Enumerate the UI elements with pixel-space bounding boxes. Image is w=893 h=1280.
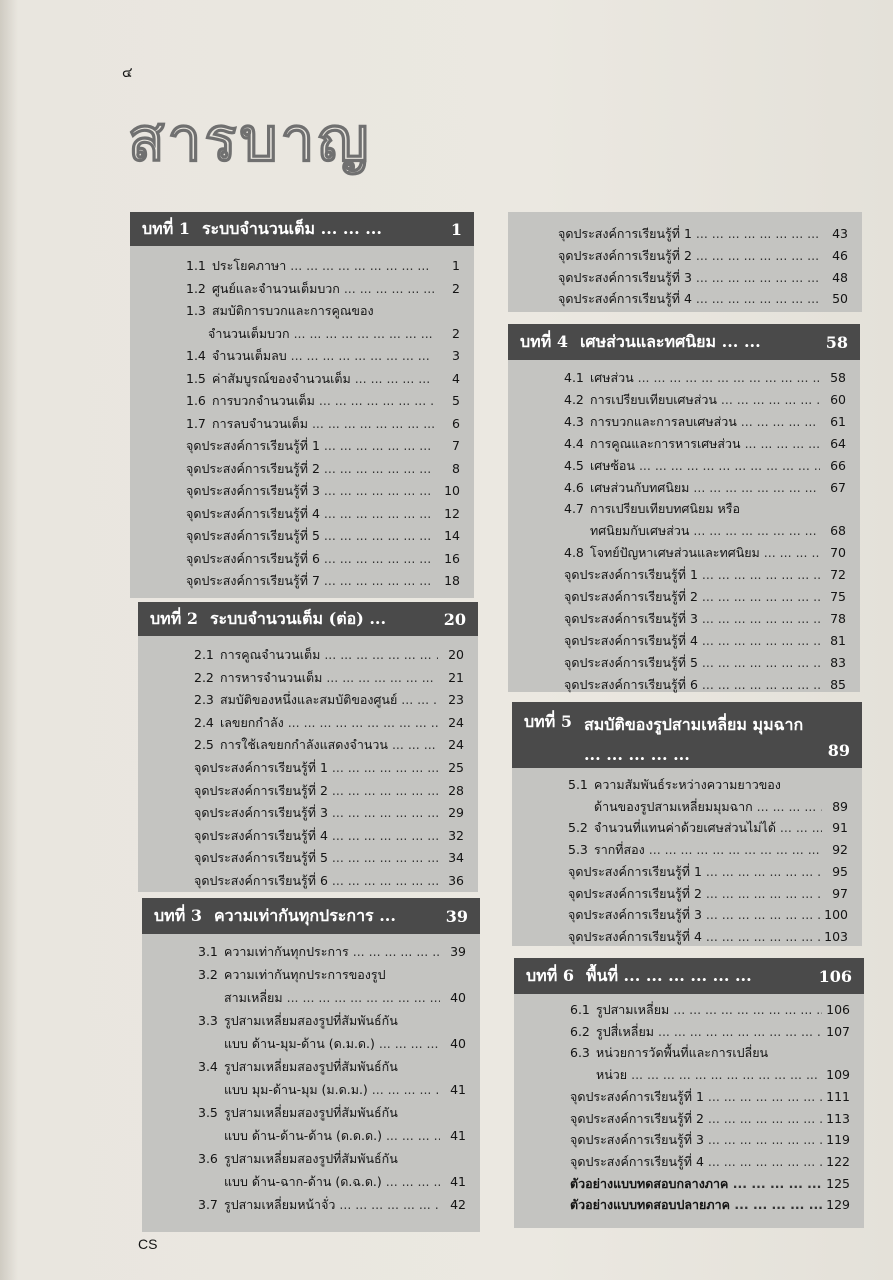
entry-page: 92 — [832, 842, 848, 858]
entry-number: 4.4 — [564, 435, 584, 451]
entry-page: 21 — [448, 669, 464, 685]
toc-entry — [186, 436, 460, 456]
entry-title: แบบ มุม-ด้าน-มุม (ม.ด.ม.) ... . — [224, 1080, 440, 1100]
toc-entry — [198, 1103, 466, 1123]
entry-page: 81 — [830, 632, 846, 648]
entry-title: จุดประสงค์การเรียนรู้ที่ 4 ... . — [194, 826, 438, 846]
entry-number: 3.6 — [198, 1151, 218, 1166]
toc-entry — [186, 459, 460, 479]
entry-title: จำนวนที่แทนค่าด้วยเศษส่วนไม่ได้ ... . — [594, 818, 822, 838]
entry-title: ศูนย์และจำนวนเต็มบวก ... . — [212, 279, 434, 299]
entry-title: เลขยกกำลัง ... . — [220, 713, 438, 733]
entry-title: หน่วยการวัดพื้นที่และการเปลี่ยน — [596, 1045, 769, 1061]
entry-title: จุดประสงค์การเรียนรู้ที่ 2 ... . — [570, 1109, 822, 1129]
entry-page: 85 — [830, 676, 846, 692]
entry-title: จุดประสงค์การเรียนรู้ที่ 3 ... . — [570, 1130, 822, 1150]
entry-number: 4.7 — [564, 501, 584, 517]
entry-page: 2 — [452, 280, 460, 296]
entry-page: 111 — [826, 1088, 850, 1104]
entry-page: 106 — [826, 1002, 850, 1017]
entry-number: 4.5 — [564, 457, 584, 473]
entry-page: 24 — [448, 737, 464, 753]
chapter-page: 106 — [818, 966, 852, 986]
entry-title: ด้านของรูปสามเหลี่ยมมุมฉาก ... . — [594, 797, 822, 817]
entry-title: เศษซ้อน ... . — [590, 456, 820, 476]
entry-page: 10 — [444, 483, 460, 498]
toc-entry — [186, 414, 460, 434]
entry-title: รูปสามเหลี่ยม ... . — [596, 1000, 822, 1020]
entry-title: จุดประสงค์การเรียนรู้ที่ 1 ... . — [564, 565, 820, 585]
toc-entry — [194, 735, 464, 755]
toc-entry — [594, 797, 848, 817]
entry-title: จุดประสงค์การเรียนรู้ที่ 4 ... . — [568, 927, 820, 947]
toc-entry — [186, 301, 460, 321]
entry-title: การเปรียบเทียบทศนิยม หรือ — [590, 501, 740, 517]
entry-title: จุดประสงค์การเรียนรู้ที่ 5 ... . — [186, 526, 434, 546]
entry-title: จุดประสงค์การเรียนรู้ที่ 1 ... . — [568, 862, 822, 882]
entry-page: 7 — [452, 438, 460, 453]
entry-title: จำนวนเต็มบวก ... . — [208, 324, 434, 344]
chapter-title: สมบัติของรูปสามเหลี่ยม มุมฉาก ... ... ... ... ... — [583, 715, 804, 764]
entry-number: 2.2 — [194, 669, 214, 685]
entry-number: 1.6 — [186, 393, 206, 408]
entry-number: 6.1 — [570, 1002, 590, 1017]
entry-number: 5.1 — [568, 777, 588, 792]
toc-entry — [186, 391, 460, 411]
entry-number: 4.1 — [564, 370, 584, 385]
toc-entry — [570, 1087, 850, 1107]
entry-title: จุดประสงค์การเรียนรู้ที่ 2 ... . — [186, 459, 434, 479]
toc-entry — [564, 412, 846, 432]
toc-entry — [186, 346, 460, 366]
entry-page: 95 — [832, 863, 848, 879]
chapter-number: บทที่ 3 — [154, 905, 202, 925]
entry-title: จุดประสงค์การเรียนรู้ที่ 3 ... . — [568, 905, 820, 925]
entry-number: 3.1 — [198, 944, 218, 959]
entry-number: 6.3 — [570, 1045, 590, 1061]
entry-number: 3.7 — [198, 1197, 218, 1212]
entry-page: 129 — [826, 1197, 850, 1213]
entry-number: 3.4 — [198, 1059, 218, 1074]
entry-number: 5.3 — [568, 842, 588, 858]
toc-entry — [224, 1172, 466, 1192]
toc-entry — [194, 758, 464, 778]
toc-entry — [558, 246, 848, 266]
toc-entry — [568, 818, 848, 838]
entry-title: ความสัมพันธ์ระหว่างความยาวของ — [594, 777, 781, 792]
entry-page: 72 — [830, 567, 846, 583]
entry-page: 107 — [826, 1023, 850, 1039]
entry-page: 3 — [452, 348, 460, 363]
toc-entry — [558, 268, 848, 288]
entry-title: ความเท่ากันทุกประการ ... . — [224, 942, 440, 962]
toc-entry — [224, 1080, 466, 1100]
entry-page: 42 — [450, 1197, 466, 1212]
entry-page: 4 — [452, 370, 460, 386]
entry-title: รากที่สอง ... . — [594, 840, 822, 860]
entry-number: 1.2 — [186, 280, 206, 296]
entry-title: การบวกและการลบเศษส่วน ... . — [590, 412, 820, 432]
toc-entry — [186, 279, 460, 299]
toc-entry — [194, 871, 464, 891]
toc-entry — [198, 1195, 466, 1215]
toc-entry — [564, 478, 846, 498]
entry-page: 18 — [444, 573, 460, 588]
entry-page: 20 — [448, 647, 464, 662]
entry-page: 43 — [832, 226, 848, 241]
entry-page: 28 — [448, 782, 464, 798]
entry-page: 103 — [824, 928, 848, 944]
chapter-number: บทที่ 6 — [526, 965, 574, 985]
chapter-header — [142, 898, 480, 934]
toc-entry — [564, 543, 846, 563]
entry-page: 64 — [830, 435, 846, 451]
entry-number: 1.3 — [186, 303, 206, 318]
chapter-header — [514, 958, 864, 994]
entry-title: จุดประสงค์การเรียนรู้ที่ 2 ... . — [564, 587, 820, 607]
entry-title: จุดประสงค์การเรียนรู้ที่ 3 ... . — [558, 268, 822, 288]
entry-number: 3.3 — [198, 1013, 218, 1028]
chapter-header — [138, 602, 478, 636]
entry-number: 1.4 — [186, 348, 206, 363]
entry-title: รูปสามเหลี่ยมหน้าจั่ว ... . — [224, 1195, 440, 1215]
entry-title: จุดประสงค์การเรียนรู้ที่ 6 ... . — [186, 549, 434, 569]
entry-page: 60 — [830, 391, 846, 407]
toc-entry — [568, 927, 848, 947]
chapter-header — [508, 324, 860, 360]
toc-entry — [568, 884, 848, 904]
entry-title: การหารจำนวนเต็ม ... . — [220, 668, 438, 688]
entry-page: 29 — [448, 805, 464, 821]
entry-title: ความเท่ากันทุกประการของรูป — [224, 967, 386, 982]
toc-entry — [570, 1152, 850, 1172]
entry-title: จุดประสงค์การเรียนรู้ที่ 3 ... . — [564, 609, 820, 629]
entry-title: จุดประสงค์การเรียนรู้ที่ 4 ... . — [564, 631, 820, 651]
entry-page: 122 — [826, 1153, 850, 1169]
entry-title: จุดประสงค์การเรียนรู้ที่ 5 ... . — [194, 848, 438, 868]
toc-entry — [194, 781, 464, 801]
toc-entry — [186, 526, 460, 546]
toc-entry — [194, 826, 464, 846]
entry-title: การคูณและการหารเศษส่วน ... . — [590, 434, 820, 454]
entry-page: 41 — [450, 1082, 466, 1097]
toc-entry — [186, 481, 460, 501]
chapter-page: 39 — [445, 906, 468, 926]
entry-page: 34 — [448, 850, 464, 866]
toc-entry — [564, 390, 846, 410]
toc-entry — [570, 1130, 850, 1150]
entry-title: จุดประสงค์การเรียนรู้ที่ 2 ... . — [568, 884, 822, 904]
entry-page: 100 — [824, 907, 848, 923]
entry-number: 2.4 — [194, 714, 214, 730]
entry-page: 89 — [832, 798, 848, 814]
entry-title: สมบัติของหนึ่งและสมบัติของศูนย์ ... . — [220, 690, 438, 710]
entry-title: การบวกจำนวนเต็ม ... . — [212, 391, 434, 411]
footer-mark: CS — [138, 1236, 158, 1252]
toc-entry — [194, 803, 464, 823]
toc-entry — [570, 1000, 850, 1020]
entry-title: จุดประสงค์การเรียนรู้ที่ 2 ... . — [194, 781, 438, 801]
entry-page: 25 — [448, 760, 464, 775]
toc-entry — [590, 521, 846, 541]
entry-title: ทศนิยมกับเศษส่วน ... . — [590, 521, 820, 541]
entry-title: จุดประสงค์การเรียนรู้ที่ 1 ... . — [570, 1087, 822, 1107]
entry-number: 2.3 — [194, 692, 214, 708]
entry-page: 40 — [450, 990, 466, 1005]
toc-entry — [198, 965, 466, 985]
entry-title: จุดประสงค์การเรียนรู้ที่ 6 ... . — [194, 871, 438, 891]
toc-entry — [194, 690, 464, 710]
entry-page: 5 — [452, 393, 460, 408]
toc-entry — [186, 504, 460, 524]
chapter-title: พื้นที่ ... ... ... ... ... ... — [585, 965, 752, 985]
entry-title: การลบจำนวนเต็ม ... . — [212, 414, 434, 434]
entry-number: 5.2 — [568, 820, 588, 836]
toc-entry — [186, 256, 460, 276]
entry-page: 109 — [826, 1067, 850, 1083]
toc-entry — [558, 224, 848, 244]
entry-number: 3.2 — [198, 967, 218, 982]
entry-page: 48 — [832, 269, 848, 285]
entry-page: 36 — [448, 873, 464, 888]
entry-number: 6.2 — [570, 1023, 590, 1039]
entry-title: จุดประสงค์การเรียนรู้ที่ 1 ... . — [194, 758, 438, 778]
entry-number: 4.6 — [564, 479, 584, 495]
entry-page: 78 — [830, 610, 846, 626]
toc-entry — [198, 942, 466, 962]
toc-entry — [194, 848, 464, 868]
chapter-page: 58 — [825, 332, 848, 352]
chapter-page: 89 — [827, 741, 850, 760]
chapter-title: ระบบจำนวนเต็ม (ต่อ) ... — [209, 608, 387, 628]
entry-page: 113 — [826, 1110, 850, 1126]
toc-entry — [198, 1057, 466, 1077]
entry-title: รูปสามเหลี่ยมสองรูปที่สัมพันธ์กัน — [224, 1105, 398, 1120]
entry-page: 119 — [826, 1132, 850, 1148]
toc-entry — [564, 653, 846, 673]
entry-title: ประโยคภาษา ... . — [212, 256, 434, 276]
entry-page: 46 — [832, 247, 848, 263]
entry-page: 14 — [444, 528, 460, 543]
chapter-title: ระบบจำนวนเต็ม ... ... ... — [201, 218, 382, 238]
entry-page: 2 — [452, 325, 460, 341]
toc-entry — [568, 905, 848, 925]
toc-entry — [570, 1022, 850, 1042]
chapter-header — [130, 212, 474, 246]
chapter-header — [512, 702, 862, 768]
toc-entry — [570, 1174, 850, 1194]
entry-title: รูปสามเหลี่ยมสองรูปที่สัมพันธ์กัน — [224, 1151, 398, 1166]
toc-entry — [194, 645, 464, 665]
chapter-page: 1 — [450, 219, 462, 239]
toc-entry — [198, 1149, 466, 1169]
entry-page: 75 — [830, 589, 846, 604]
entry-page: 23 — [448, 692, 464, 708]
chapter-number: บทที่ 2 — [150, 608, 198, 628]
entry-number: 2.1 — [194, 647, 214, 662]
entry-title: สามเหลี่ยม ... . — [224, 988, 440, 1008]
entry-title: ตัวอย่างแบบทดสอบกลางภาค ... . — [570, 1174, 822, 1194]
toc-entry — [570, 1109, 850, 1129]
toc-entry — [558, 289, 848, 309]
toc-entry — [564, 631, 846, 651]
chapter-number: บทที่ 1 — [142, 218, 190, 238]
entry-number: 2.5 — [194, 737, 214, 753]
toc-entry — [224, 1126, 466, 1146]
entry-page: 41 — [450, 1128, 466, 1143]
entry-title: การใช้เลขยกกำลังแสดงจำนวน ... . — [220, 735, 438, 755]
entry-page: 61 — [830, 413, 846, 429]
toc-entry — [194, 713, 464, 733]
entry-title: ตัวอย่างแบบทดสอบปลายภาค ... . — [570, 1195, 822, 1215]
toc-entry — [570, 1195, 850, 1215]
entry-title: เศษส่วน ... . — [590, 368, 820, 388]
entry-page: 66 — [830, 457, 846, 473]
entry-title: จุดประสงค์การเรียนรู้ที่ 4 ... . — [570, 1152, 822, 1172]
toc-entry — [564, 456, 846, 476]
chapter-page: 20 — [443, 609, 466, 629]
toc-entry — [568, 775, 848, 795]
entry-title: จุดประสงค์การเรียนรู้ที่ 1 ... . — [558, 224, 822, 244]
toc-entry — [564, 368, 846, 388]
chapter-title: ความเท่ากันทุกประการ ... — [213, 905, 396, 925]
entry-page: 32 — [448, 827, 464, 843]
entry-page: 41 — [450, 1174, 466, 1189]
toc-entry — [564, 499, 846, 519]
page-title: สารบาญ — [128, 105, 372, 175]
toc-entry — [570, 1043, 850, 1063]
entry-title: จุดประสงค์การเรียนรู้ที่ 2 ... . — [558, 246, 822, 266]
page-number: ๔ — [122, 65, 133, 81]
entry-title: เศษส่วนกับทศนิยม ... . — [590, 478, 820, 498]
toc-entry — [186, 369, 460, 389]
toc-entry — [208, 324, 460, 344]
entry-title: จุดประสงค์การเรียนรู้ที่ 7 ... . — [186, 571, 434, 591]
entry-page: 50 — [832, 291, 848, 307]
entry-page: 97 — [832, 885, 848, 901]
entry-number: 4.8 — [564, 545, 584, 561]
entry-page: 68 — [830, 523, 846, 539]
entry-title: การเปรียบเทียบเศษส่วน ... . — [590, 390, 820, 410]
entry-number: 1.7 — [186, 415, 206, 431]
entry-page: 40 — [450, 1036, 466, 1051]
entry-title: การคูณจำนวนเต็ม ... . — [220, 645, 438, 665]
entry-page: 58 — [830, 370, 846, 385]
toc-entry — [564, 434, 846, 454]
entry-title: จุดประสงค์การเรียนรู้ที่ 5 ... . — [564, 653, 820, 673]
toc-entry — [186, 571, 460, 591]
toc-entry — [198, 1011, 466, 1031]
toc-entry — [568, 840, 848, 860]
entry-title: รูปสามเหลี่ยมสองรูปที่สัมพันธ์กัน — [224, 1013, 398, 1028]
chapter-number: บทที่ 5 — [524, 712, 572, 731]
entry-number: 4.3 — [564, 413, 584, 429]
entry-title: ค่าสัมบูรณ์ของจำนวนเต็ม ... . — [212, 369, 434, 389]
entry-page: 91 — [832, 820, 848, 836]
entry-title: จุดประสงค์การเรียนรู้ที่ 4 ... . — [558, 289, 822, 309]
entry-title: จุดประสงค์การเรียนรู้ที่ 3 ... . — [194, 803, 438, 823]
entry-title: จุดประสงค์การเรียนรู้ที่ 6 ... . — [564, 675, 820, 695]
entry-title: หน่วย ... . — [596, 1065, 822, 1085]
entry-page: 6 — [452, 415, 460, 431]
entry-page: 125 — [826, 1175, 850, 1191]
toc-entry — [224, 988, 466, 1008]
entry-page: 16 — [444, 550, 460, 566]
toc-entry — [186, 549, 460, 569]
entry-page: 70 — [830, 545, 846, 561]
entry-page: 24 — [448, 714, 464, 730]
entry-page: 8 — [452, 460, 460, 476]
toc-entry — [568, 862, 848, 882]
entry-page: 39 — [450, 944, 466, 959]
toc-entry — [194, 668, 464, 688]
entry-title: จุดประสงค์การเรียนรู้ที่ 3 ... . — [186, 481, 434, 501]
entry-number: 1.1 — [186, 258, 206, 273]
entry-title: แบบ ด้าน-ฉาก-ด้าน (ด.ฉ.ด.) ... . — [224, 1172, 440, 1192]
entry-page: 12 — [444, 505, 460, 521]
entry-title: จำนวนเต็มลบ ... . — [212, 346, 434, 366]
entry-page: 83 — [830, 654, 846, 670]
toc-entry — [564, 609, 846, 629]
entry-title: จุดประสงค์การเรียนรู้ที่ 1 ... . — [186, 436, 434, 456]
entry-page: 1 — [452, 258, 460, 273]
entry-title: รูปสี่เหลี่ยม ... . — [596, 1022, 822, 1042]
entry-number: 1.5 — [186, 370, 206, 386]
entry-title: โจทย์ปัญหาเศษส่วนและทศนิยม ... . — [590, 543, 820, 563]
toc-entry — [564, 587, 846, 607]
toc-entry — [564, 675, 846, 695]
entry-title: แบบ ด้าน-ด้าน-ด้าน (ด.ด.ด.) ... . — [224, 1126, 440, 1146]
entry-page: 67 — [830, 479, 846, 495]
entry-title: รูปสามเหลี่ยมสองรูปที่สัมพันธ์กัน — [224, 1059, 398, 1074]
entry-number: 4.2 — [564, 391, 584, 407]
entry-title: สมบัติการบวกและการคูณของ — [212, 303, 374, 318]
chapter-title: เศษส่วนและทศนิยม ... ... — [579, 331, 761, 351]
toc-entry — [596, 1065, 850, 1085]
entry-title: แบบ ด้าน-มุม-ด้าน (ด.ม.ด.) ... . — [224, 1034, 440, 1054]
entry-title: จุดประสงค์การเรียนรู้ที่ 4 ... . — [186, 504, 434, 524]
toc-entry — [224, 1034, 466, 1054]
toc-entry — [564, 565, 846, 585]
chapter-number: บทที่ 4 — [520, 331, 568, 351]
entry-number: 3.5 — [198, 1105, 218, 1120]
